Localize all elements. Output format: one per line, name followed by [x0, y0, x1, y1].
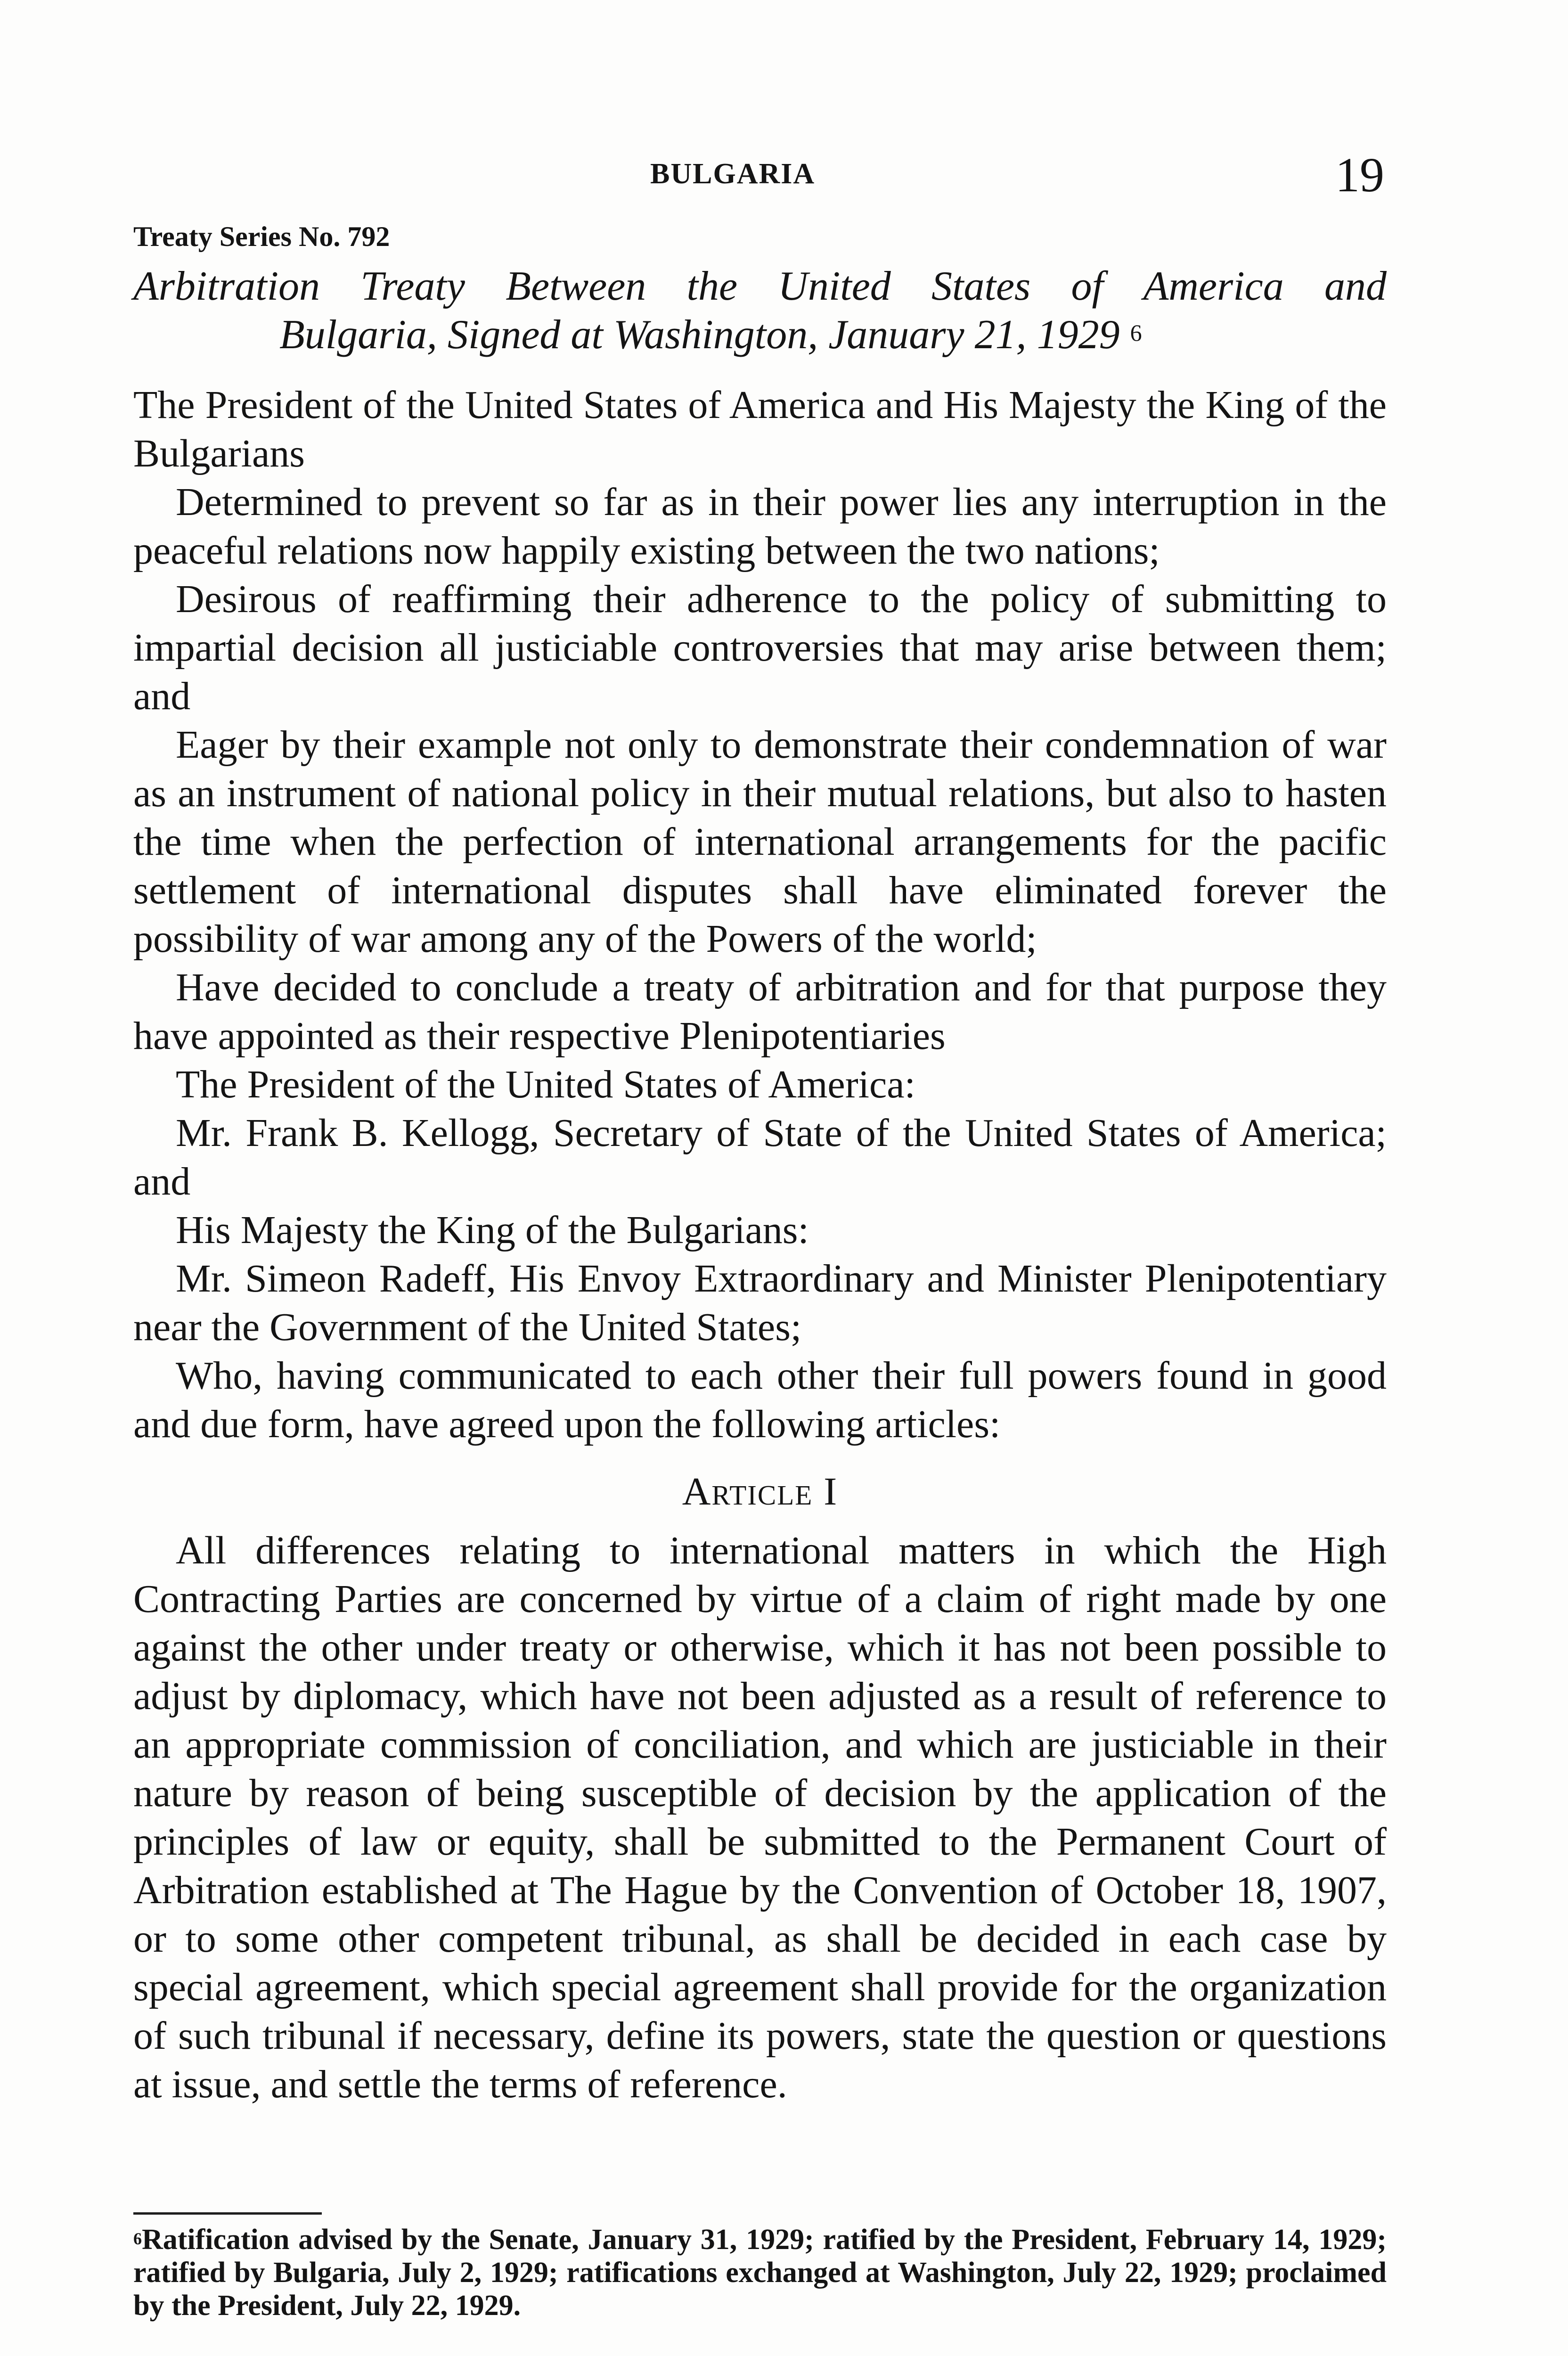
- plenipotentiary-bg-heading: His Majesty the King of the Bulgarians:: [176, 1208, 809, 1252]
- treaty-title-line-1: Arbitration Treaty Between the United States of America and: [133, 263, 1387, 309]
- page-number: 19: [1335, 148, 1384, 202]
- footnote-divider: [133, 2212, 322, 2215]
- preamble-who-having: Who, having communicated to each other their full powers found in good and due form, have agreed upon the following articles:: [133, 1354, 1387, 1446]
- preamble-parties: The President of the United States of America and His Majesty the King of the Bulgarians: [133, 383, 1387, 475]
- footnote-marker: 6: [133, 2229, 142, 2248]
- plenipotentiary-us-heading: The President of the United States of America:: [176, 1063, 915, 1106]
- plenipotentiary-us-name: Mr. Frank B. Kellogg, Secretary of State of the United States of America; and: [133, 1111, 1387, 1203]
- treaty-title-line-2-text: Bulgaria, Signed at Washington, January 21, 1929: [279, 312, 1120, 358]
- preamble-desirous: Desirous of reaffirming their adherence to the policy of submitting to impartial decision all justiciable controversies that may arise between them; and: [133, 577, 1387, 718]
- running-header: [0, 147, 1568, 202]
- plenipotentiary-bg-name: Mr. Simeon Radeff, His Envoy Extraordinary and Minister Plenipotentiary near the Government of the United States;: [133, 1257, 1387, 1349]
- treaty-title-line-2: [133, 311, 1387, 359]
- footnote: [133, 2223, 1387, 2322]
- treaty-title: [133, 262, 1387, 359]
- article-1-text: All differences relating to international matters in which the High Contracting Parties are concerned by virtue of a claim of right made by one against the other under treaty or otherwise, which it has not been possible to adjust by diplomacy, which have not been adjusted as a result of reference to an appropriate commission of conciliation, and which are justiciable in their nature by reason of being susceptible of decision by the application of the principles of law or equity, shall be submitted to the Permanent Court of Arbitration established at The Hague by the Convention of October 18, 1907, or to some other competent tribunal, as shall be decided in each case by special agreement, which special agreement shall provide for the organization of such tribunal if necessary, define its powers, state the question or questions at issue, and settle the terms of reference.: [133, 1529, 1387, 2106]
- preamble-determined: Determined to prevent so far as in their power lies any interruption in the peaceful relations now happily existing between the two nations;: [133, 480, 1387, 573]
- treaty-series-label: Treaty Series No. 792: [133, 221, 390, 252]
- article-heading: Article I: [682, 1470, 838, 1513]
- footnote-reference: 6: [1130, 319, 1142, 346]
- running-title: BULGARIA: [650, 158, 816, 190]
- treaty-body: [133, 381, 1387, 2109]
- footnote-text: Ratification advised by the Senate, January 31, 1929; ratified by the President, February 14, 1929; ratified by Bulgaria, July 2, 1929; ratifications exchanged at Washington, July 22, 1929; proclaimed by the President, July 22, 1929.: [133, 2224, 1387, 2322]
- preamble-eager: Eager by their example not only to demonstrate their condemnation of war as an instrument of national policy in their mutual relations, but also to hasten the time when the perfection of international arrangements for the pacific settlement of international disputes shall have eliminated forever the possibility of war among any of the Powers of the world;: [133, 723, 1387, 961]
- preamble-have-decided: Have decided to conclude a treaty of arbitration and for that purpose they have appointed as their respective Plenipotentiaries: [133, 965, 1387, 1058]
